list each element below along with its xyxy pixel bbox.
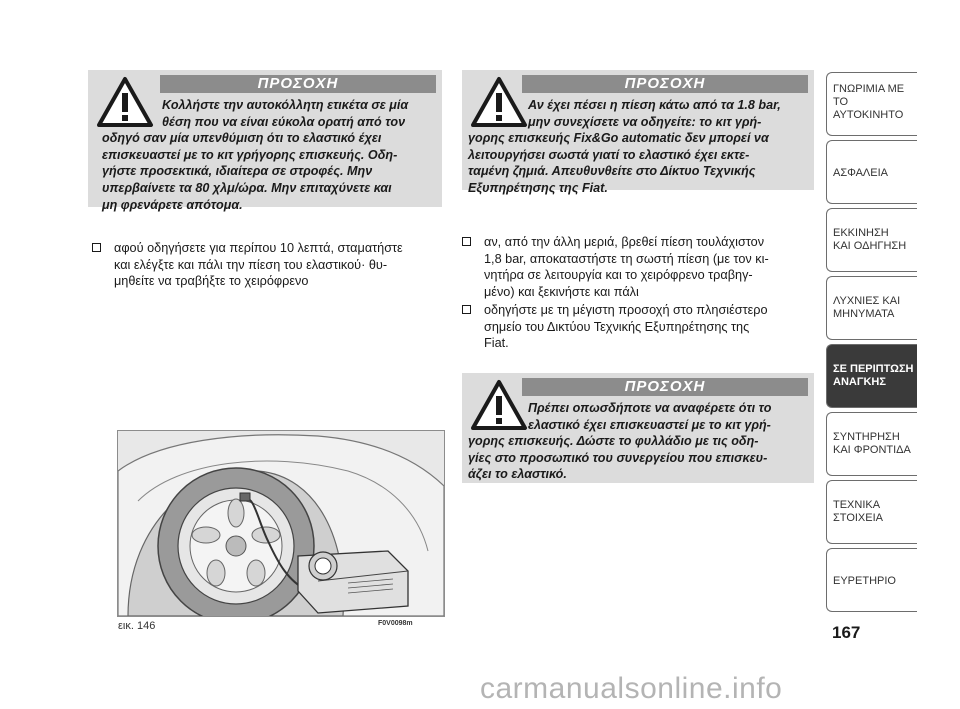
tab-getting-to-know[interactable] [826,72,917,136]
tab-warning-lights[interactable] [826,276,917,340]
figure-caption: εικ. 146 [118,620,156,632]
tab-label: ΣΥΝΤΗΡΗΣΗ [833,431,900,443]
warning-line: λειτουργήσει σωστά γιατί το ελαστικό έχει εκτε- [468,147,750,162]
warning-line: γορης επισκευής. Δώστε το φυλλάδιο με τις οδη- [468,434,759,449]
tab-label: ΜΗΝΥΜΑΤΑ [833,308,895,320]
warning-line: οδηγό σαν μία υπενθύμιση ότι το ελαστικό έχει [102,131,382,146]
warning-line: γίες στο προσωπικό του συνεργείου που επισκευ- [468,450,768,465]
tab-emergency[interactable] [826,344,917,408]
checkbox-bullet-icon [462,237,471,246]
tab-maintenance[interactable] [826,412,917,476]
tab-label: ΣΕ ΠΕΡΙΠΤΩΣΗ [833,363,914,375]
warning-text [468,97,806,197]
warning-line: θέση που να είναι εύκολα ορατή από τον [162,114,406,129]
figure-code: F0V0098m [378,620,413,627]
warning-header: ΠΡΟΣΟΧΗ [522,378,808,396]
checkbox-bullet-icon [92,243,101,252]
warning-header: ΠΡΟΣΟΧΗ [160,75,436,93]
list-item [92,240,444,290]
list-item-line: 1,8 bar, αποκαταστήστε τη σωστή πίεση (με τον κι- [484,251,769,266]
tab-label: ΤΟ ΑΥΤΟΚΙΝΗΤΟ [833,96,904,121]
warning-line: Εξυπηρέτησης της Fiat. [468,180,608,195]
warning-line: Αν έχει πέσει η πίεση κάτω από τα 1.8 bar, [528,98,781,112]
checkbox-bullet-icon [462,305,471,314]
warning-box-1 [88,70,442,212]
tab-label: ΣΤΟΙΧΕΙΑ [833,512,883,524]
tab-label: ΓΝΩΡΙΜΙΑ ΜΕ [833,83,905,95]
warning-line: άζει το ελαστικό. [468,467,567,482]
tab-label: ΕΥΡΕΤΗΡΙΟ [833,575,896,587]
list-item [462,302,814,352]
list-item-line: νητήρα σε λειτουργία και το χειρόφρενο τραβηγ- [484,268,753,282]
watermark: carmanualsonline.info [480,672,783,705]
warning-line: Πρέπει οπωσδήποτε να αναφέρετε ότι το [528,401,772,415]
warning-line: μη φρενάρετε απότομα. [102,197,243,212]
tab-label: ΤΕΧΝΙΚΑ [833,499,881,511]
list-item-line: οδηγήστε με τη μέγιστη προσοχή στο πλησιέστερο [484,303,768,317]
list-item-line: σημείο του Δικτύου Τεχνικής Εξυπηρέτησης της [484,319,750,334]
tab-label: ΛΥΧΝΙΕΣ ΚΑΙ [833,295,901,307]
list-item-line: μένο) και ξεκινήστε και πάλι [484,284,639,299]
warning-line: γορης επισκευής Fix&Go automatic δεν μπορεί να [468,131,769,146]
tab-technical-data[interactable] [826,480,917,544]
list-item-line: Fiat. [484,336,509,350]
list-item-line: και ελέγξτε και πάλι την πίεση του ελαστικού· θυ- [114,257,388,272]
tire-repair-kit-figure [117,430,445,617]
tab-label: ΕΚΚΙΝΗΣΗ [833,227,889,239]
tab-label: ΑΣΦΑΛΕΙΑ [833,167,889,179]
tab-index[interactable] [826,548,917,612]
warning-line: μην συνεχίσετε να οδηγείτε: το κιτ γρή- [528,114,762,129]
warning-line: γήστε προσεκτικά, ιδιαίτερα σε στροφές. Μην [102,164,373,179]
warning-line: Κολλήστε την αυτοκόλλητη ετικέτα σε μία [162,98,409,112]
tire-compressor-illustration [118,431,444,616]
list-item [462,234,814,300]
page-number: 167 [832,623,861,642]
warning-text [102,97,432,213]
tab-label: ΚΑΙ ΦΡΟΝΤΙΔΑ [833,444,911,456]
warning-box-3 [462,373,814,483]
warning-line: επισκευαστεί με το κιτ γρήγορης επισκευής. Οδη- [102,147,398,162]
warning-line: ταμένη ζημιά. Απευθυνθείτε στο Δίκτυο Τεχνικής [468,164,756,179]
warning-header: ΠΡΟΣΟΧΗ [522,75,808,93]
warning-text [468,400,806,483]
tab-label: ΚΑΙ ΟΔΗΓΗΣΗ [833,240,907,252]
tab-label: ΑΝΑΓΚΗΣ [833,376,886,388]
warning-line: υπερβαίνετε τα 80 χλμ/ώρα. Μην επιταχύνετε και [102,180,392,195]
list-item-line: αν, από την άλλη μεριά, βρεθεί πίεση τουλάχιστον [484,235,765,249]
tab-starting-driving[interactable] [826,208,917,272]
list-item-line: αφού οδηγήσετε για περίπου 10 λεπτά, σταματήστε [114,241,403,255]
right-bullet-list [462,234,814,354]
warning-box-2 [462,70,814,195]
list-item-line: μηθείτε να τραβήξτε το χειρόφρενο [114,274,309,288]
left-bullet-list [92,240,444,292]
tab-safety[interactable] [826,140,917,204]
warning-line: ελαστικό έχει επισκευαστεί με το κιτ γρή- [528,417,771,432]
